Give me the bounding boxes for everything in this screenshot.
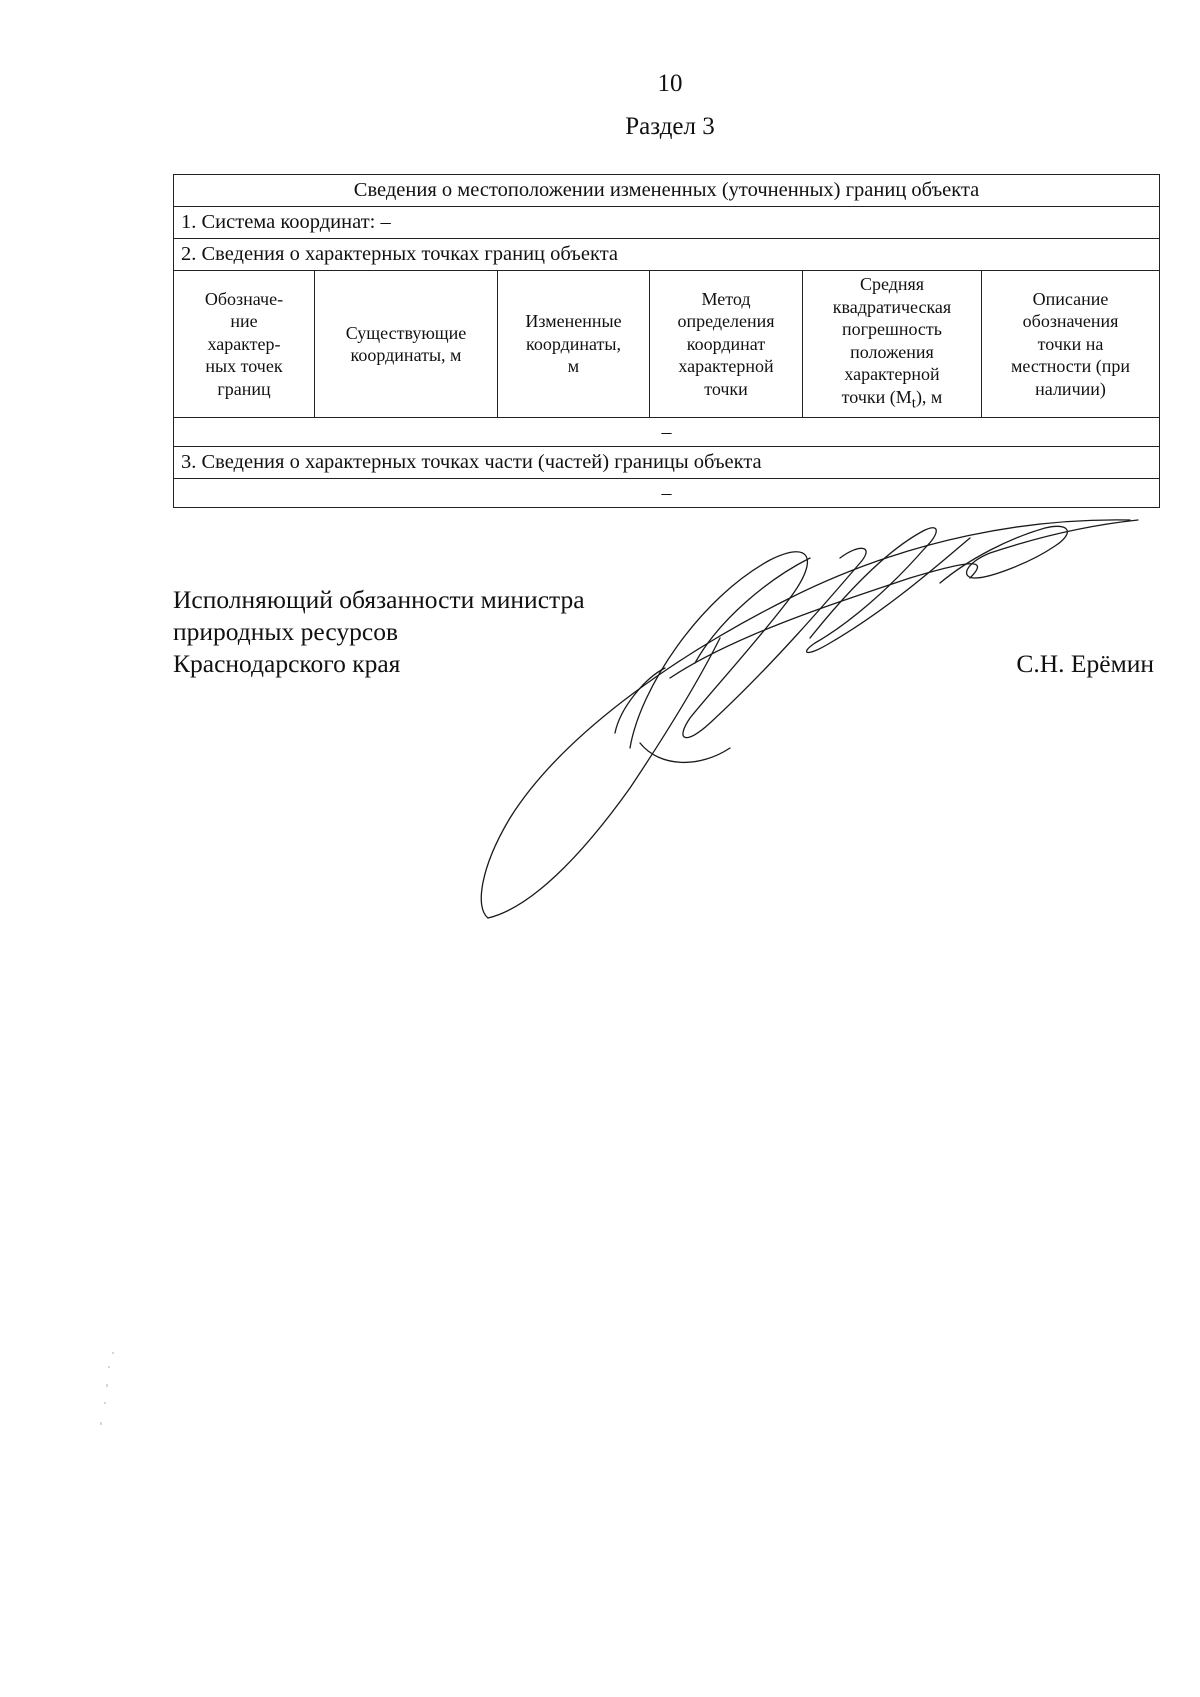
points-heading-row xyxy=(174,239,1160,271)
page-number: 10 xyxy=(657,70,683,97)
parts-empty-value: – xyxy=(174,479,1160,508)
boundary-info-table xyxy=(173,174,1160,508)
column-header-mean-square-error-suffix: ), м xyxy=(915,386,943,407)
coordinate-system: 1. Система координат: – xyxy=(174,207,1160,239)
column-header-subscript: t xyxy=(911,395,916,412)
points-empty-value: – xyxy=(174,418,1160,447)
signer-position: Исполняющий обязанности министра природных ресурсов Краснодарского края xyxy=(173,585,585,678)
points-empty-row xyxy=(174,418,1160,447)
column-header-row xyxy=(174,271,1160,418)
column-header-point-description: Описание обозначения точки на местности (при наличии) xyxy=(982,271,1160,418)
column-header-mean-square-error-text: Средняя квадратическая погрешность положения характерной точки (М xyxy=(832,274,952,407)
points-heading: 2. Сведения о характерных точках границ объекта xyxy=(174,239,1160,271)
column-header-point-designation: Обозначе- ние характер- ных точек границ xyxy=(174,271,315,418)
parts-heading-row xyxy=(174,447,1160,479)
handwritten-signature xyxy=(470,518,1140,938)
scan-speck-marks xyxy=(95,1350,135,1440)
signer-name: С.Н. Ерёмин xyxy=(1016,649,1154,678)
column-header-determination-method: Метод определения координат характерной точки xyxy=(650,271,803,418)
section-title: Раздел 3 xyxy=(625,113,715,140)
table-title: Сведения о местоположении измененных (уточненных) границ объекта xyxy=(174,175,1160,207)
column-header-changed-coordinates: Измененные координаты, м xyxy=(498,271,650,418)
coordinate-system-row xyxy=(174,207,1160,239)
parts-heading: 3. Сведения о характерных точках части (частей) границы объекта xyxy=(174,447,1160,479)
table-title-row xyxy=(174,175,1160,207)
column-header-mean-square-error xyxy=(803,271,982,418)
parts-empty-row xyxy=(174,479,1160,508)
column-header-existing-coordinates: Существующие координаты, м xyxy=(315,271,498,418)
